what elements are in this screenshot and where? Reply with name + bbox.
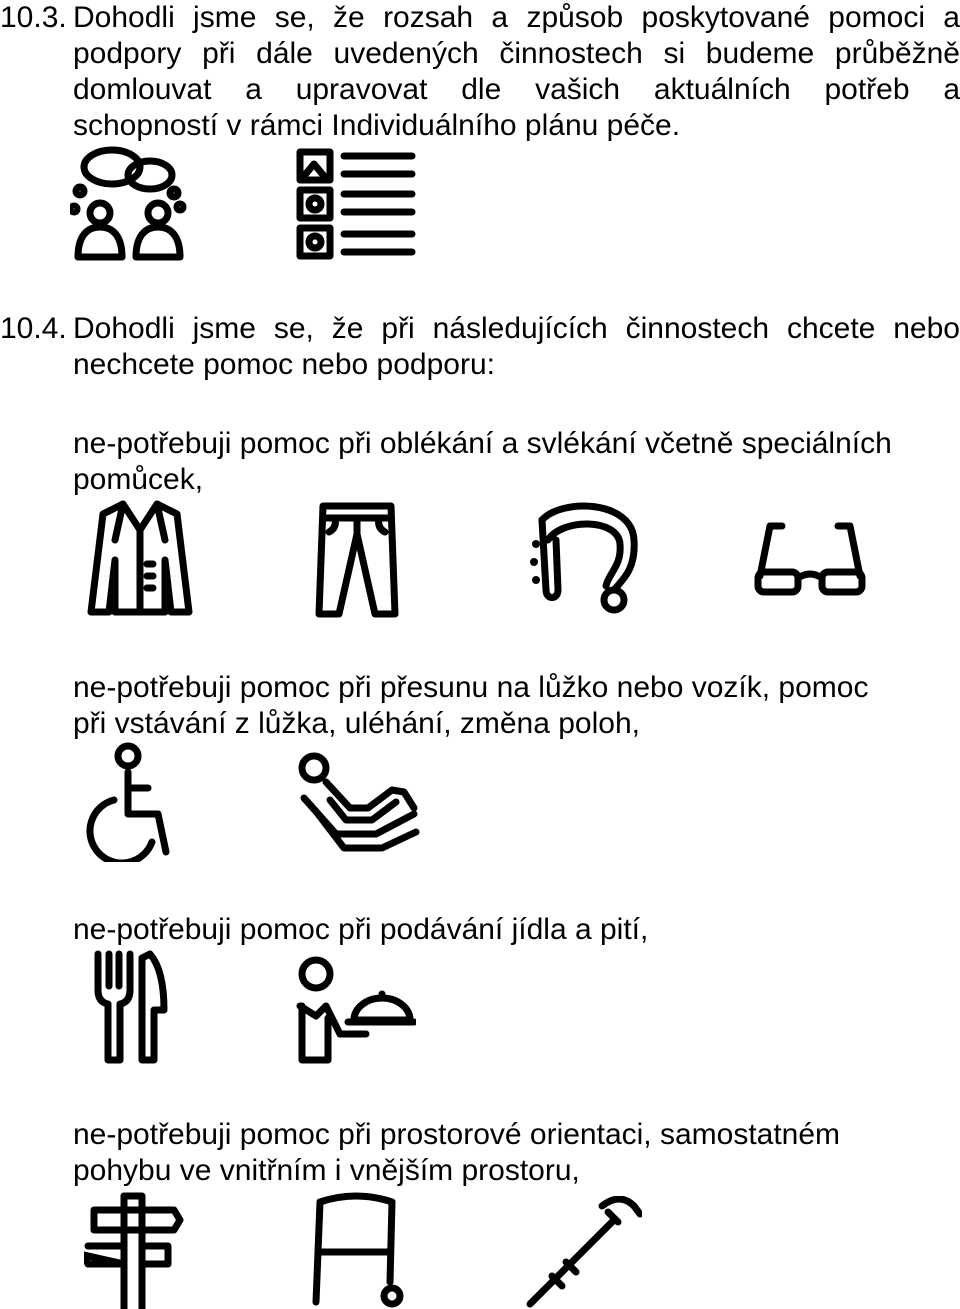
waiter-serving-icon (296, 956, 416, 1066)
list-item-line: při vstávání z lůžka, uléhání, změna poloh, (73, 707, 640, 740)
paragraph-line: podpory při dále uvedených činnostech si budeme průběžně (73, 37, 960, 70)
glasses-icon (750, 520, 870, 600)
paragraph-line: Dohodli jsme se, že rozsah a způsob poskytované pomoci a (73, 1, 960, 34)
signpost-icon (84, 1192, 184, 1309)
jacket-icon (85, 500, 195, 618)
walker-icon (306, 1192, 406, 1309)
wheelchair-icon (80, 742, 180, 862)
trousers-icon (315, 502, 399, 618)
paragraph-line: domlouvat a upravovat dle vašich aktuálních potřeb a (73, 73, 960, 106)
list-item-line: pomůcek, (73, 463, 204, 496)
reclining-person-icon (296, 752, 420, 852)
list-item-line: ne-potřebuji pomoc při prostorové orientaci, samostatném (73, 1118, 841, 1151)
list-item-line: pohybu ve vnitřním i vnějším prostoru, (73, 1154, 580, 1187)
paragraph-line: schopností v rámci Individuálního plánu péče. (73, 109, 681, 142)
list-item-line: ne-potřebuji pomoc při podávání jídla a pití, (73, 913, 649, 946)
section-number-10-4: 10.4. (0, 312, 67, 345)
image-list-icon (296, 148, 416, 262)
fork-knife-icon (90, 950, 170, 1068)
list-item-line: ne-potřebuji pomoc při přesunu na lůžko nebo vozík, pomoc (73, 671, 869, 704)
list-item-line: ne-potřebuji pomoc při oblékání a svlékání včetně speciálních (73, 427, 892, 460)
walking-cane-icon (522, 1196, 642, 1309)
hearing-aid-icon (522, 500, 640, 618)
paragraph-line: Dohodli jsme se, že při následujících činnostech chcete nebo (73, 312, 960, 345)
paragraph-line: nechcete pomoc nebo podporu: (73, 348, 495, 381)
section-number-10-3: 10.3. (0, 1, 67, 34)
conversation-people-icon (70, 145, 190, 263)
